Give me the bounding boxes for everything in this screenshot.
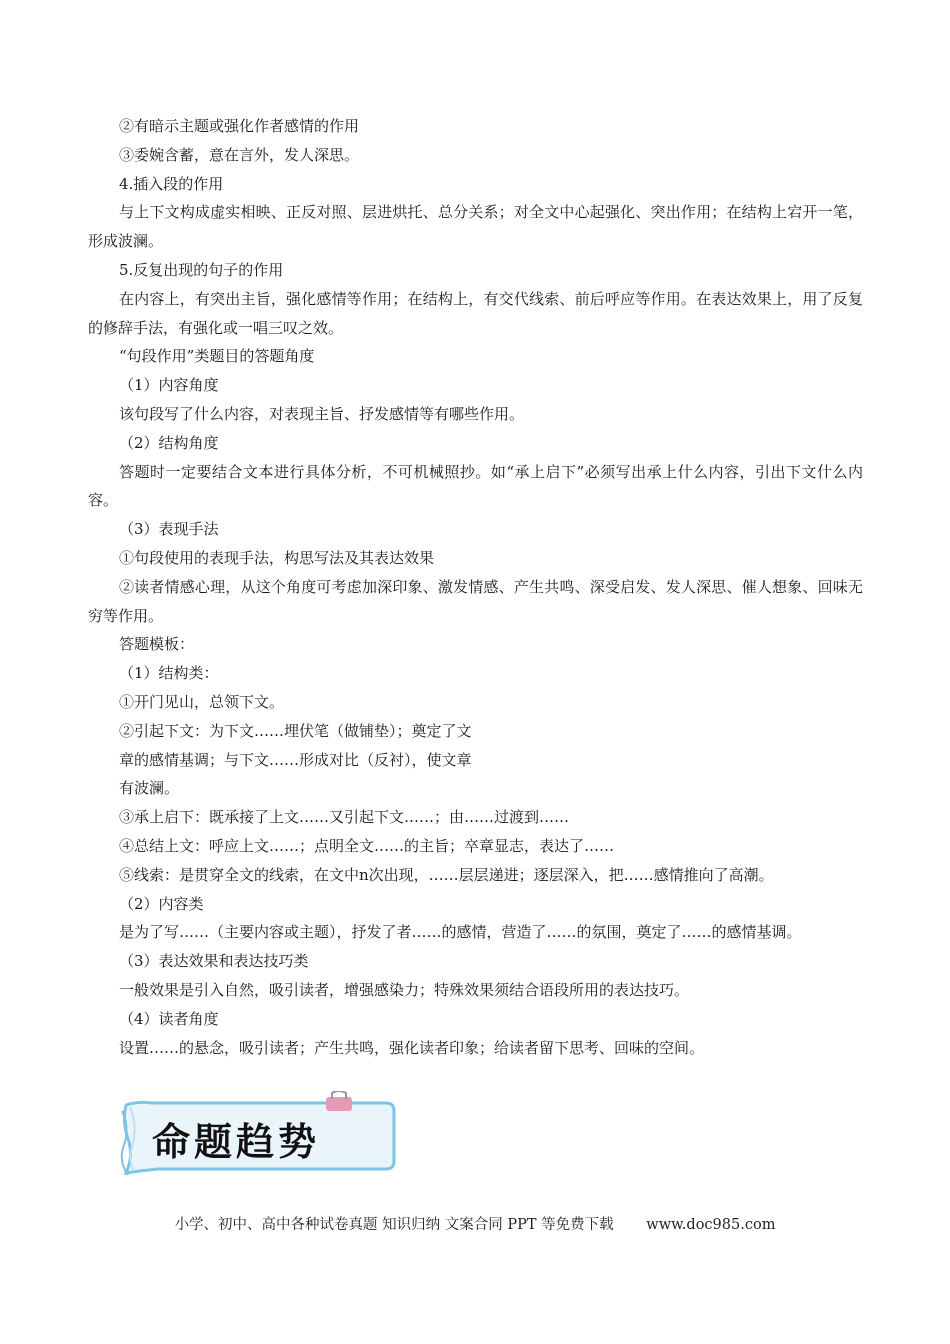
item-heading: （2）结构角度 (119, 433, 219, 452)
page-footer (0, 1213, 950, 1234)
text-line: 章的感情基调；与下文……形成对比（反衬），使文章 (119, 750, 472, 769)
text-line: ①开门见山，总领下文。 (119, 692, 285, 711)
section-banner (118, 1097, 400, 1177)
text-line: ②引起下文：为下文……埋伏笔（做铺垫）；奠定了文 (119, 721, 472, 740)
subsection-title: 答题模板： (119, 635, 195, 654)
text-line: ④总结上文：呼应上文……；点明全文……的主旨；卒章显志，表达了…… (119, 836, 615, 855)
text-line: ③委婉含蓄，意在言外，发人深思。 (119, 145, 360, 164)
paragraph: 是为了写……（主要内容或主题），抒发了者……的感情，营造了……的氛围，奠定了……的感情基调。 (119, 923, 802, 942)
paragraph: 答题时一定要结合文本进行具体分析，不可机械照抄。如“承上启下”必须写出承上什么内容，引出下文什么内容。 (88, 462, 863, 510)
paper-clip-icon (322, 1091, 356, 1113)
item-heading: （4）读者角度 (119, 1009, 219, 1028)
text-line: 有波澜。 (119, 779, 180, 798)
text-line: ②有暗示主题或强化作者感情的作用 (119, 117, 360, 135)
item-heading: （2）内容类 (119, 894, 204, 913)
document-body (88, 112, 863, 1062)
banner-title: 命题趋势 (152, 1119, 321, 1164)
item-heading: （1）结构类： (119, 664, 219, 683)
text-line: ③承上启下：既承接了上文……又引起下文……；由……过渡到…… (119, 808, 570, 827)
item-heading: （1）内容角度 (119, 376, 219, 395)
footer-text: 小学、初中、高中各种试卷真题 知识归纳 文案合同 PPT 等免费下载 (174, 1217, 614, 1233)
text-line: 一般效果是引入自然，吸引读者，增强感染力；特殊效果须结合语段所用的表达技巧。 (119, 980, 690, 999)
item-heading: （3）表现手法 (119, 520, 219, 539)
text-line: 该句段写了什么内容，对表现主旨、抒发感情等有哪些作用。 (119, 404, 525, 423)
paragraph: 与上下文构成虚实相映、正反对照、层进烘托、总分关系；对全文中心起强化、突出作用；在结构上宕开一笔，形成波澜。 (88, 203, 863, 251)
footer-url[interactable]: www.doc985.com (646, 1217, 776, 1233)
text-line: 设置……的悬念，吸引读者；产生共鸣，强化读者印象；给读者留下思考、回味的空间。 (119, 1038, 705, 1057)
text-line: ①句段使用的表现手法，构思写法及其表达效果 (119, 548, 435, 567)
section-heading: 5.反复出现的句子的作用 (119, 260, 284, 279)
section-heading: 4.插入段的作用 (119, 174, 224, 193)
paragraph: ②读者情感心理，从这个角度可考虑加深印象、激发情感、产生共鸣、深受启发、发人深思、催人想象、回味无穷等作用。 (88, 577, 863, 625)
item-heading: （3）表达效果和表达技巧类 (119, 952, 309, 971)
subsection-title: “句段作用”类题目的答题角度 (119, 347, 315, 366)
text-line: ⑤线索：是贯穿全文的线索，在文中n次出现，……层层递进；逐层深入，把……感情推向了高潮。 (119, 865, 774, 884)
paragraph: 在内容上，有突出主旨，强化感情等作用；在结构上，有交代线索、前后呼应等作用。在表达效果上，用了反复的修辞手法，有强化或一唱三叹之效。 (88, 289, 863, 337)
